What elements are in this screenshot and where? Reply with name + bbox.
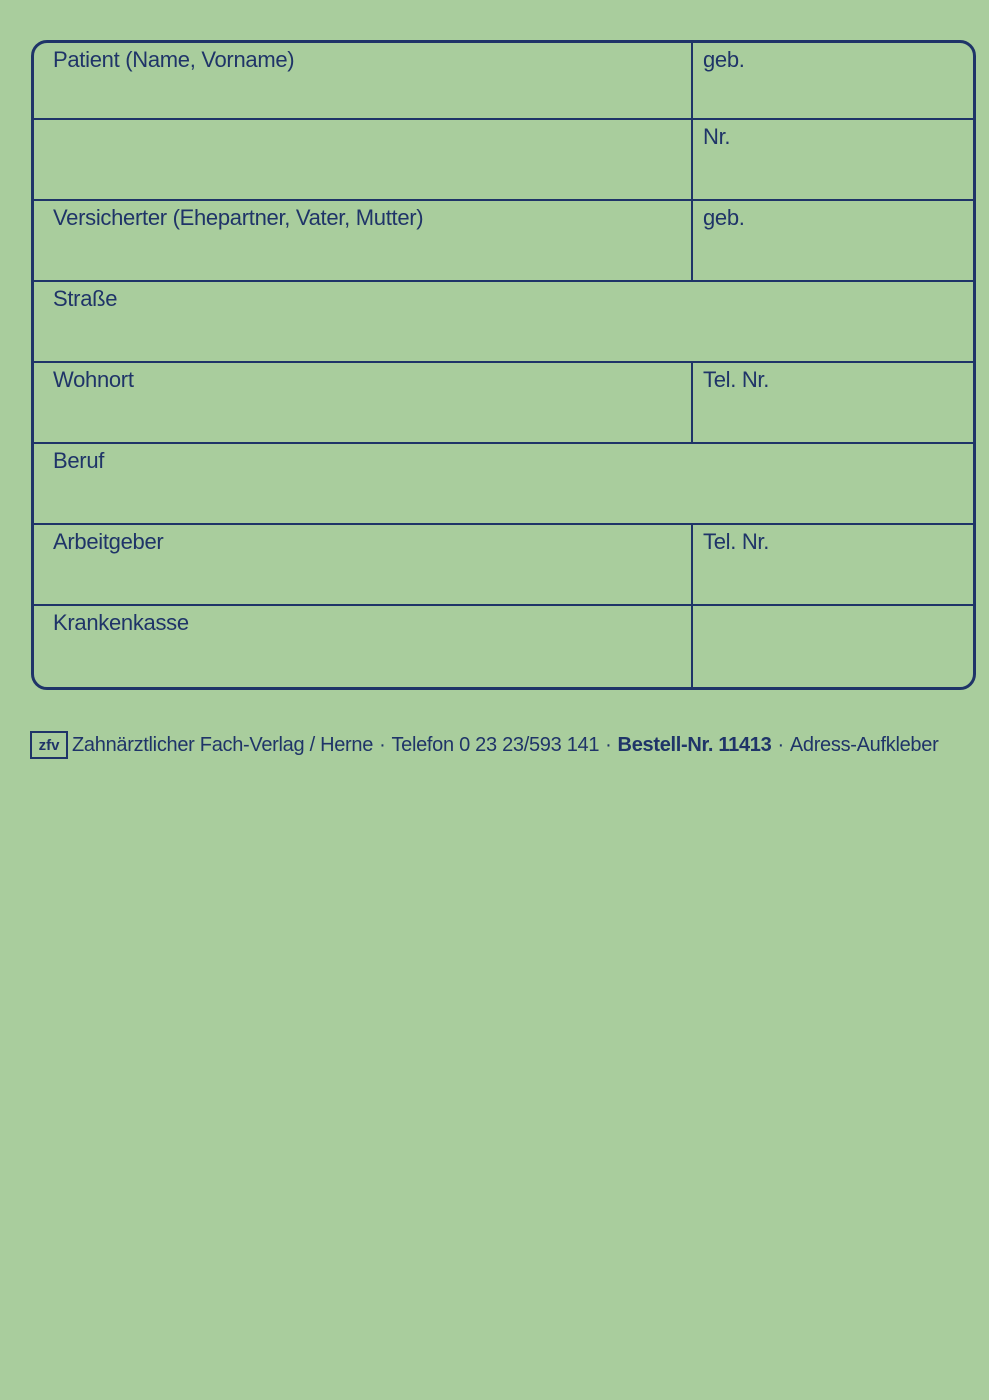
row-strasse <box>34 282 973 361</box>
footer-product: Adress-Aufkleber <box>789 733 939 756</box>
field-wohnort[interactable] <box>34 363 691 442</box>
footer-separator: · <box>379 733 386 756</box>
field-krankenkasse[interactable] <box>34 606 691 690</box>
label-patient-geb: geb. <box>703 47 745 72</box>
field-krankenkasse-extra[interactable] <box>691 606 973 690</box>
label-versicherter-geb: geb. <box>703 205 745 230</box>
footer-order-number: Bestell-Nr. 11413 <box>617 733 772 756</box>
row-wohnort <box>34 363 973 442</box>
footer-phone: Telefon 0 23 23/593 141 <box>391 733 600 756</box>
row-nr <box>34 120 973 199</box>
row-arbeitgeber <box>34 525 973 604</box>
label-versicherter: Versicherter (Ehepartner, Vater, Mutter) <box>53 205 424 230</box>
field-strasse[interactable] <box>34 282 973 361</box>
field-beruf[interactable] <box>34 444 973 523</box>
field-nr[interactable] <box>691 120 973 199</box>
field-versicherter-geb[interactable] <box>691 201 973 280</box>
field-wohnort-tel[interactable] <box>691 363 973 442</box>
label-arbeitgeber-tel: Tel. Nr. <box>703 529 770 554</box>
footer <box>30 729 938 761</box>
label-nr: Nr. <box>703 124 731 149</box>
field-versicherter[interactable] <box>34 201 691 280</box>
label-arbeitgeber: Arbeitgeber <box>53 529 164 554</box>
footer-separator: · <box>777 733 784 756</box>
row-patient <box>34 43 973 118</box>
footer-publisher: Zahnärztlicher Fach-Verlag / Herne <box>72 733 374 756</box>
field-patient[interactable] <box>34 43 691 118</box>
address-form <box>31 40 976 690</box>
field-arbeitgeber-tel[interactable] <box>691 525 973 604</box>
label-wohnort: Wohnort <box>53 367 134 392</box>
field-patient-geb[interactable] <box>691 43 973 118</box>
label-patient: Patient (Name, Vorname) <box>53 47 295 72</box>
zfv-logo: zfv <box>30 731 68 759</box>
label-krankenkasse: Krankenkasse <box>53 610 189 635</box>
footer-separator: · <box>605 733 612 756</box>
label-beruf: Beruf <box>53 448 105 473</box>
label-strasse: Straße <box>53 286 118 311</box>
row-versicherter <box>34 201 973 280</box>
row-krankenkasse <box>34 606 973 690</box>
label-wohnort-tel: Tel. Nr. <box>703 367 770 392</box>
row-beruf <box>34 444 973 523</box>
field-arbeitgeber[interactable] <box>34 525 691 604</box>
field-patient-line2[interactable] <box>34 120 691 199</box>
